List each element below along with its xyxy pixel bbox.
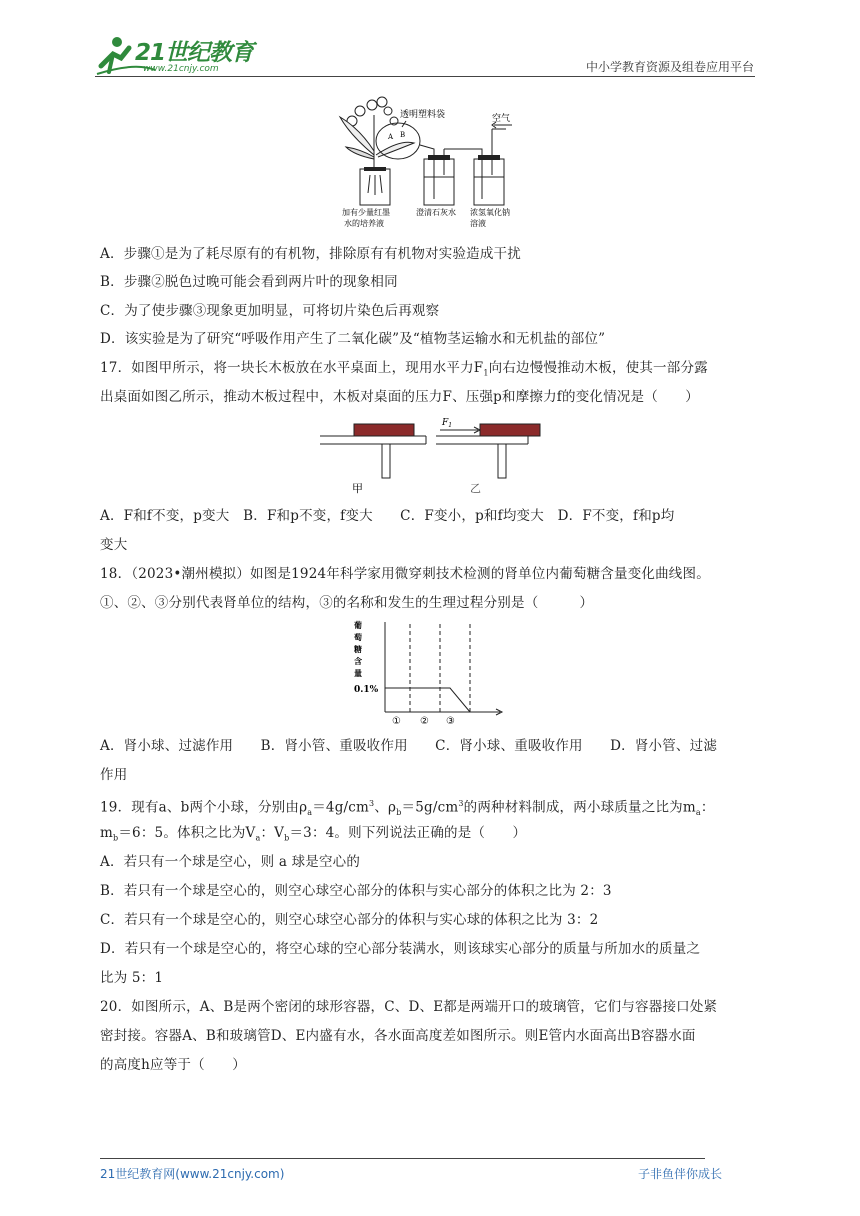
- footer-site-link[interactable]: 21世纪教育网(www.21cnjy.com): [100, 1167, 285, 1181]
- chart-ylabel: [353, 620, 362, 678]
- q18-options-line1: A．肾小球、过滤作用 B．肾小管、重吸收作用 C．肾小球、重吸收作用 D．肾小管、过滤: [100, 738, 718, 754]
- q19-option-c: C．若只有一个球是空心的，则空心球空心部分的体积与实心球的体积之比为 3：2: [100, 912, 599, 928]
- svg-text:含: 含: [354, 657, 362, 666]
- glucose-curve-figure: [350, 618, 510, 726]
- logo-url: www.21cnjy.com: [143, 64, 219, 74]
- label-bag: 透明塑料袋: [400, 110, 446, 120]
- q16-option-c: C．为了使步骤③现象更加明显，可将切片染色后再观察: [100, 303, 440, 319]
- force-label: $F_1$: [442, 418, 453, 429]
- x-label-3: ③: [446, 716, 455, 726]
- label-bottle3-line2: 溶液: [470, 219, 486, 228]
- plant-apparatus-figure: [330, 95, 530, 232]
- label-yi: 乙: [470, 482, 481, 495]
- q18-options-line2: 作用: [100, 767, 128, 783]
- glucose-curve: [385, 688, 470, 712]
- svg-text:葡: 葡: [354, 621, 362, 630]
- q20-stem-line3: 的高度h应等于（ ）: [100, 1057, 246, 1073]
- q17-stem-line1: 17．如图甲所示，将一块长木板放在水平桌面上，现用水平力$F_1$向右边慢慢推动木板，使其一部分露: [100, 360, 708, 378]
- label-bottle2: 澄清石灰水: [416, 208, 456, 217]
- q19-stem-line2: $m_b=6$：5。体积之比为$V_a$：$V_b=3$：4。则下列说法正确的是（ ）: [100, 825, 527, 843]
- q17-options-line1: A．F和f不变，p变大 B．F和p不变，f变大 C．F变小，p和f均变大 D．F不变，f和p均: [100, 508, 675, 524]
- x-label-1: ①: [392, 716, 401, 726]
- label-bottle3-line1: 浓氢氧化钠: [470, 208, 510, 217]
- x-label-2: ②: [420, 716, 429, 726]
- q19-option-a: A．若只有一个球是空心，则 a 球是空心的: [100, 854, 361, 870]
- label-air: 空气: [492, 114, 511, 124]
- q16-option-d: D．该实验是为了研究“呼吸作用产生了二氧化碳”及“植物茎运输水和无机盐的部位”: [100, 331, 606, 347]
- q18-stem-line2: ①、②、③分别代表肾单位的结构，③的名称和发生的生理过程分别是（ ）: [100, 595, 594, 611]
- site-logo[interactable]: [95, 32, 260, 78]
- q19-option-b: B．若只有一个球是空心的，则空心球空心部分的体积与实心部分的体积之比为 2：3: [100, 883, 612, 899]
- footer-slogan: 子非鱼伴你成长: [638, 1167, 723, 1181]
- logo-text: 21世纪教育: [135, 40, 254, 66]
- q19-stem-line1: 19．现有a、b两个小球，分别由$\rho_a=4g/cm^3$、$\rho_b=5g/cm^3$的两种材料制成，两小球质量之比为$m_a$：: [100, 799, 715, 818]
- q16-option-b: B．步骤②脱色过晚可能会看到两片叶的现象相同: [100, 274, 398, 290]
- board-push-figure: [318, 414, 548, 498]
- svg-text:萄: 萄: [354, 633, 362, 642]
- q19-option-d-line1: D．若只有一个球是空心的，将空心球的空心部分装满水，则该球实心部分的质量与所加水的质量之: [100, 941, 701, 957]
- svg-text:量: 量: [354, 669, 362, 678]
- svg-text:糖: 糖: [354, 645, 362, 654]
- label-a: A: [388, 133, 394, 141]
- label-jia: 甲: [352, 482, 363, 495]
- q20-stem-line2: 密封接。容器A、B和玻璃管D、E内盛有水，各水面高度差如图所示。则E管内水面高出B容器水面: [100, 1028, 696, 1044]
- q17-stem-line2: 出桌面如图乙所示，推动木板过程中，木板对桌面的压力F、压强p和摩擦力f的变化情况是（ ）: [100, 389, 700, 405]
- header-divider: [95, 76, 755, 77]
- q16-option-a: A．步骤①是为了耗尽原有的有机物，排除原有有机物对实验造成干扰: [100, 246, 521, 262]
- footer-divider: [100, 1158, 705, 1159]
- q20-stem-line1: 20．如图所示，A、B是两个密闭的球形容器，C、D、E都是两端开口的玻璃管，它们与容器接口处紧: [100, 999, 718, 1015]
- value-label: 0.1%: [354, 685, 379, 695]
- label-b: B: [400, 131, 406, 139]
- q18-stem-line1: 18．（2023•潮州模拟）如图是1924年科学家用微穿刺技术检测的肾单位内葡萄糖含量变化曲线图。: [100, 566, 710, 582]
- platform-name: 中小学教育资源及组卷应用平台: [585, 60, 754, 74]
- label-bottle1-line2: 水的培养液: [344, 219, 384, 228]
- q17-options-line2: 变大: [100, 537, 128, 553]
- label-bottle1-line1: 加有少量红墨: [342, 208, 390, 217]
- q19-option-d-line2: 比为 5：1: [100, 970, 164, 986]
